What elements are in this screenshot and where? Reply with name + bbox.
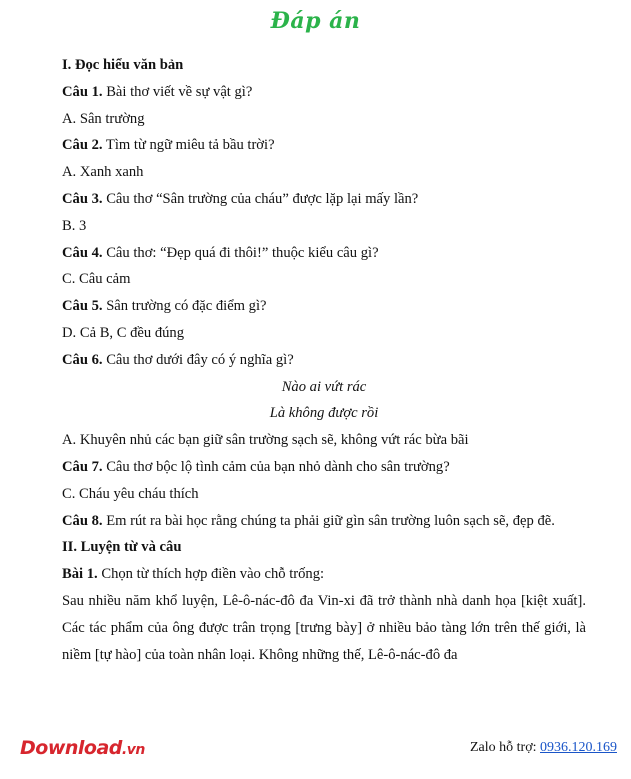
question-text: Tìm từ ngữ miêu tả bầu trời? — [102, 137, 275, 154]
download-logo[interactable] — [20, 737, 145, 759]
answer-3: B. 3 — [62, 217, 87, 234]
answer-4: C. Câu cảm — [62, 271, 131, 288]
exercise-1 — [62, 561, 586, 588]
question-1 — [62, 79, 586, 106]
question-label: Câu 6. — [62, 351, 103, 368]
question-5 — [62, 293, 586, 320]
question-label: Câu 3. — [62, 190, 103, 207]
question-label: Câu 5. — [62, 298, 103, 315]
question-text: Câu thơ bộc lộ tình cảm của bạn nhỏ dành cho sân trường? — [102, 458, 450, 475]
question-text: Sân trường có đặc điểm gì? — [102, 298, 267, 315]
question-text: Câu thơ: “Đẹp quá đi thôi!” thuộc kiểu câu gì? — [102, 244, 379, 261]
question-7 — [62, 454, 586, 481]
page-title: Đáp án — [270, 8, 361, 34]
question-8 — [62, 508, 586, 535]
question-text: Câu thơ “Sân trường của cháu” được lặp lại mấy lần? — [102, 190, 419, 207]
zalo-label: Zalo hỗ trợ: — [470, 740, 540, 755]
answer-2: A. Xanh xanh — [62, 164, 144, 181]
question-label: Câu 8. — [62, 512, 103, 529]
question-text: Câu thơ dưới đây có ý nghĩa gì? — [102, 351, 294, 368]
logo-main: Download — [20, 737, 122, 759]
answer-content — [62, 52, 586, 668]
question-text: Bài thơ viết về sự vật gì? — [102, 83, 253, 100]
question-4 — [62, 240, 586, 267]
question-2 — [62, 132, 586, 159]
answer-6: A. Khuyên nhủ các bạn giữ sân trường sạch sẽ, không vứt rác bừa bãi — [62, 432, 469, 449]
exercise-text: Chọn từ thích hợp điền vào chỗ trống: — [97, 566, 325, 583]
question-label: Câu 4. — [62, 244, 103, 261]
poem-line-1: Nào ai vứt rác — [281, 378, 367, 395]
question-3 — [62, 186, 586, 213]
question-label: Câu 1. — [62, 83, 103, 100]
poem-line-2: Là không được rồi — [269, 405, 379, 422]
exercise-paragraph: Sau nhiều năm khổ luyện, Lê-ô-nác-đô đa Vin-xi đã trở thành nhà danh họa [kiệt xuất]. Các tác phẩm của ông được trân trọng [trưng bày] ở nhiều bảo tàng lớn trên thế giới, là niềm [tự hào] của toàn nhân loại. Không những thế, Lê-ô-nác-đô đa — [62, 592, 586, 663]
answer-7: C. Cháu yêu cháu thích — [62, 485, 199, 502]
answer-1: A. Sân trường — [62, 110, 145, 127]
question-6 — [62, 347, 586, 374]
zalo-phone-link[interactable]: 0936.120.169 — [540, 740, 617, 755]
section-heading-vocab: II. Luyện từ và câu — [62, 539, 182, 556]
answer-5: D. Cả B, C đều đúng — [62, 324, 185, 341]
logo-suffix: .vn — [121, 742, 145, 758]
question-label: Câu 2. — [62, 137, 103, 154]
question-text: Em rút ra bài học rằng chúng ta phải giữ gìn sân trường luôn sạch sẽ, đẹp đẽ. — [102, 512, 555, 529]
section-heading-reading: I. Đọc hiểu văn bản — [62, 57, 184, 73]
exercise-label: Bài 1. — [62, 566, 98, 583]
zalo-support — [470, 740, 617, 756]
question-label: Câu 7. — [62, 458, 103, 475]
